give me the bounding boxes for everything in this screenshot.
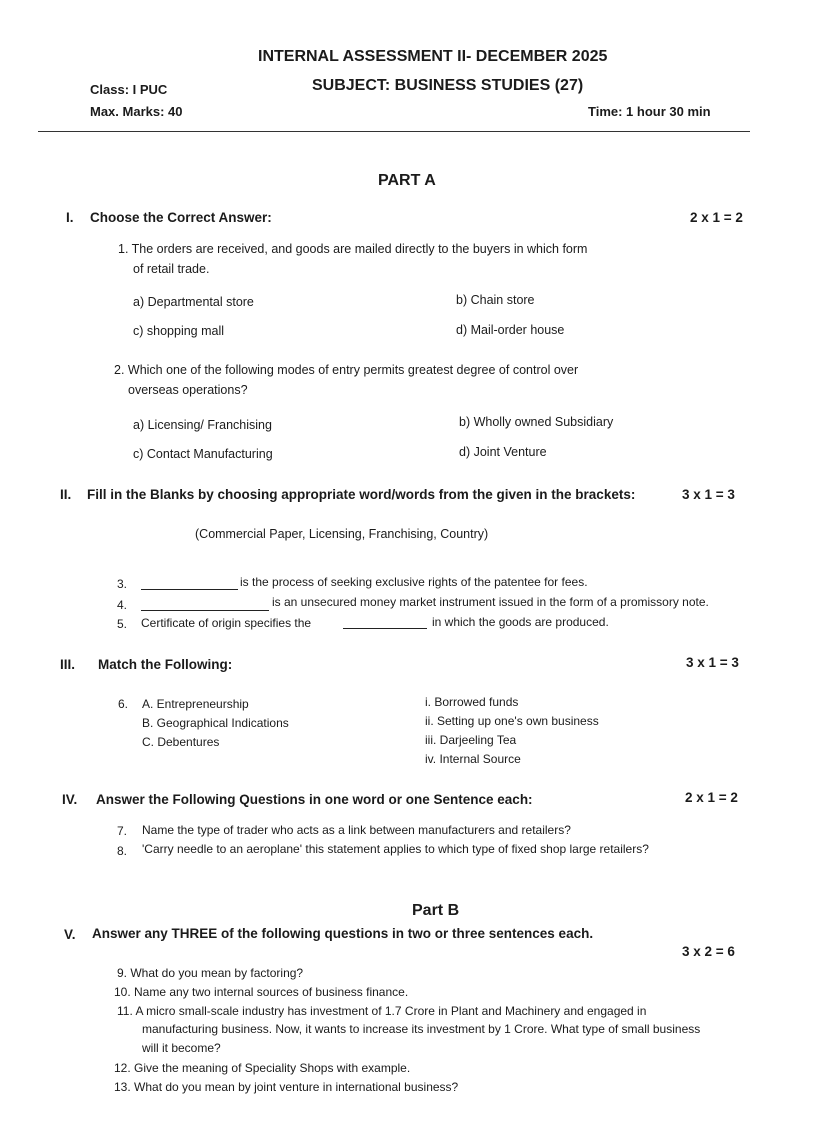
q1-text-line2: of retail trade. bbox=[133, 262, 210, 276]
q5-number: 5. bbox=[117, 617, 128, 631]
section-4-marks: 2 x 1 = 2 bbox=[685, 790, 738, 805]
q8-text: 'Carry needle to an aeroplane' this statement applies to which type of fixed shop large retailers? bbox=[142, 842, 649, 856]
q5-blank bbox=[343, 617, 427, 629]
q3-number: 3. bbox=[117, 577, 128, 591]
section-2-marks: 3 x 1 = 3 bbox=[682, 487, 735, 502]
section-2-heading: Fill in the Blanks by choosing appropriate word/words from the given in the brackets: bbox=[87, 487, 636, 502]
q9-text: 9. What do you mean by factoring? bbox=[117, 966, 304, 980]
q11-text-line3: will it become? bbox=[142, 1041, 221, 1055]
match-left-b: B. Geographical Indications bbox=[142, 716, 289, 730]
part-b-title: Part B bbox=[412, 902, 460, 919]
section-2-number: II. bbox=[60, 487, 72, 502]
time-label: Time: 1 hour 30 min bbox=[588, 104, 711, 119]
q2-option-c: c) Contact Manufacturing bbox=[133, 447, 273, 461]
match-left-c: C. Debentures bbox=[142, 735, 220, 749]
q12-text: 12. Give the meaning of Speciality Shops with example. bbox=[114, 1061, 411, 1075]
part-a-title: PART A bbox=[378, 172, 436, 189]
q6-number: 6. bbox=[118, 697, 129, 711]
q1-text-line1: 1. The orders are received, and goods are mailed directly to the buyers in which form bbox=[118, 242, 588, 256]
q1-option-a: a) Departmental store bbox=[133, 295, 254, 309]
subject-label: SUBJECT: BUSINESS STUDIES (27) bbox=[312, 77, 584, 94]
header-divider bbox=[38, 131, 750, 132]
match-right-i: i. Borrowed funds bbox=[425, 695, 519, 709]
q2-text-line2: overseas operations? bbox=[128, 383, 248, 397]
q10-text: 10. Name any two internal sources of business finance. bbox=[114, 985, 409, 999]
section-1-number: I. bbox=[66, 210, 74, 225]
section-5-number: V. bbox=[64, 927, 76, 942]
max-marks-label: Max. Marks: 40 bbox=[90, 104, 183, 119]
q2-option-d: d) Joint Venture bbox=[459, 445, 547, 459]
q2-option-b: b) Wholly owned Subsidiary bbox=[459, 415, 614, 429]
q11-text-line1: 11. A micro small-scale industry has investment of 1.7 Crore in Plant and Machinery and engaged in bbox=[117, 1004, 647, 1018]
match-right-iii: iii. Darjeeling Tea bbox=[425, 733, 517, 747]
q3-text: is the process of seeking exclusive rights of the patentee for fees. bbox=[240, 575, 588, 589]
q4-number: 4. bbox=[117, 598, 128, 612]
q5-text-post: in which the goods are produced. bbox=[432, 615, 609, 629]
q1-option-d: d) Mail-order house bbox=[456, 323, 565, 337]
section-5-heading: Answer any THREE of the following questions in two or three sentences each. bbox=[92, 926, 594, 941]
q13-text: 13. What do you mean by joint venture in international business? bbox=[114, 1080, 459, 1094]
q7-number: 7. bbox=[117, 824, 128, 838]
fill-blanks-options: (Commercial Paper, Licensing, Franchising, Country) bbox=[195, 527, 489, 541]
section-1-marks: 2 x 1 = 2 bbox=[690, 210, 743, 225]
q2-text-line1: 2. Which one of the following modes of entry permits greatest degree of control over bbox=[114, 363, 579, 377]
q2-option-a: a) Licensing/ Franchising bbox=[133, 418, 272, 432]
match-left-a: A. Entrepreneurship bbox=[142, 697, 249, 711]
q4-text: is an unsecured money market instrument issued in the form of a promissory note. bbox=[272, 595, 709, 609]
match-right-ii: ii. Setting up one's own business bbox=[425, 714, 599, 728]
section-3-number: III. bbox=[60, 657, 76, 672]
q3-blank bbox=[141, 578, 238, 590]
class-label: Class: I PUC bbox=[90, 82, 168, 97]
section-4-number: IV. bbox=[62, 792, 78, 807]
q8-number: 8. bbox=[117, 844, 128, 858]
q1-option-c: c) shopping mall bbox=[133, 324, 225, 338]
match-right-iv: iv. Internal Source bbox=[425, 752, 521, 766]
section-3-heading: Match the Following: bbox=[98, 657, 233, 672]
section-1-heading: Choose the Correct Answer: bbox=[90, 210, 272, 225]
q7-text: Name the type of trader who acts as a link between manufacturers and retailers? bbox=[142, 823, 571, 837]
section-4-heading: Answer the Following Questions in one word or one Sentence each: bbox=[96, 792, 533, 807]
q4-blank bbox=[141, 599, 269, 611]
exam-title: INTERNAL ASSESSMENT II- DECEMBER 2025 bbox=[258, 48, 608, 65]
section-3-marks: 3 x 1 = 3 bbox=[686, 655, 739, 670]
q5-text-pre: Certificate of origin specifies the bbox=[141, 616, 312, 630]
section-5-marks: 3 x 2 = 6 bbox=[682, 944, 735, 959]
q11-text-line2: manufacturing business. Now, it wants to increase its investment by 1 Crore. What type of small business bbox=[142, 1022, 701, 1036]
q1-option-b: b) Chain store bbox=[456, 293, 535, 307]
